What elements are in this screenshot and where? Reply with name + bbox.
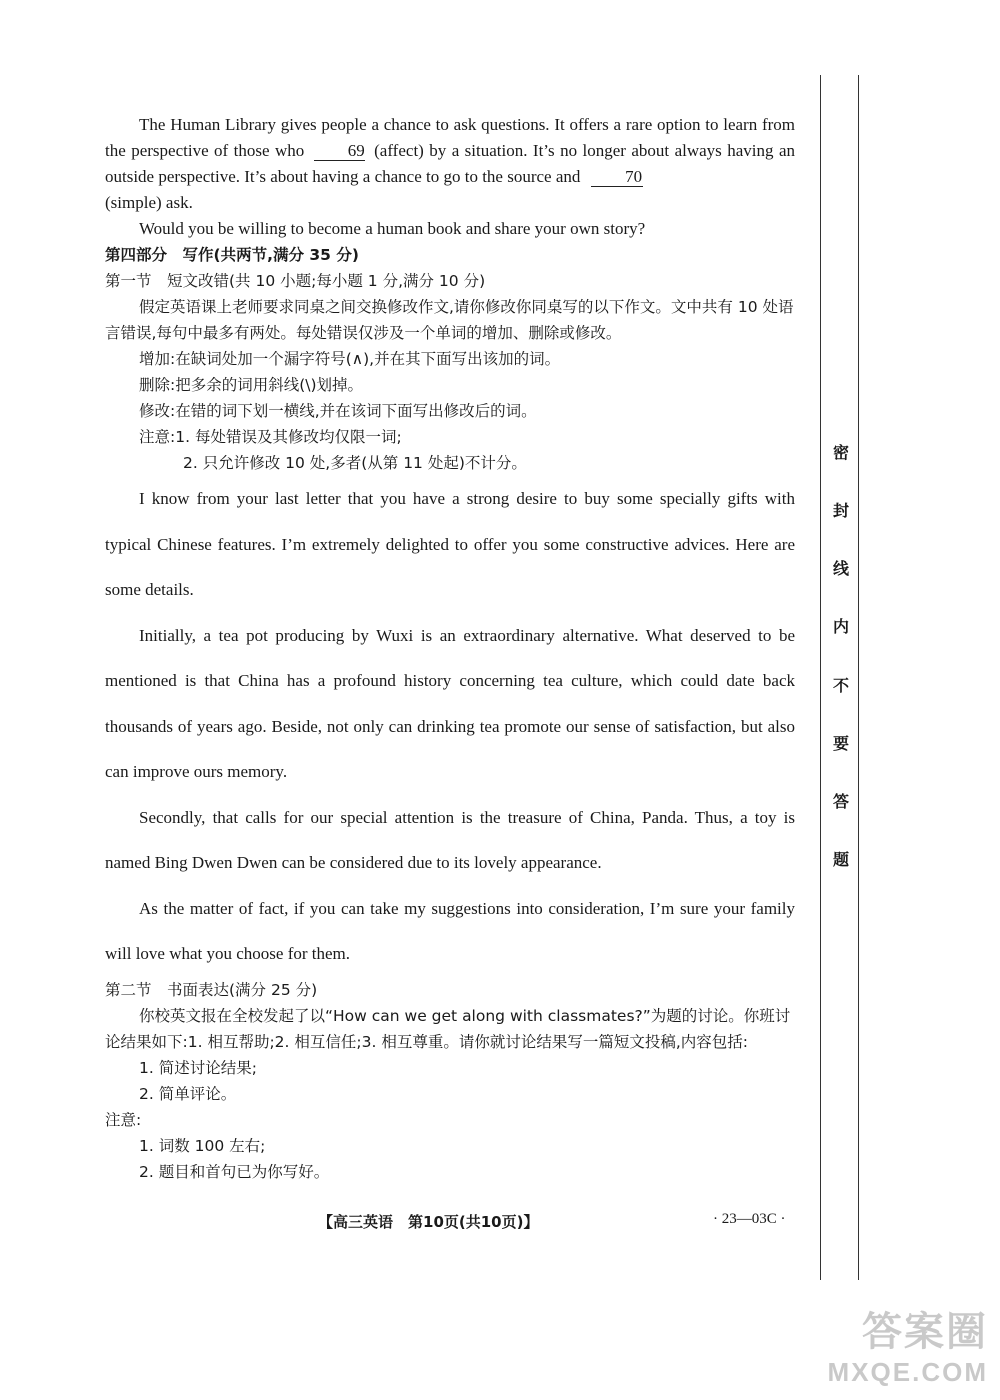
essay-to-correct bbox=[105, 476, 795, 977]
essay-paragraph-2: Initially, a tea pot producing by Wuxi is an extraordinary alternative. What deserved to be mentioned is that China has a profound history concerning tea culture, which could date back thousands of years ago. Beside, not only can drinking tea promote our sense of satisfaction, but also can improve ours memory. bbox=[105, 625, 795, 781]
seal-char: 封 bbox=[832, 501, 849, 521]
watermark bbox=[828, 1300, 988, 1388]
essay-paragraph-1: I know from your last letter that you have a strong desire to buy some specially gifts with typical Chinese features. I’m extremely delighted to offer you some constructive advices. Here are some details. bbox=[105, 489, 795, 599]
rule-delete: 删除:把多余的词用斜线(\)划掉。 bbox=[139, 376, 364, 394]
section1-instruction: 假定英语课上老师要求同桌之间交换修改作文,请你修改你同桌写的以下作文。文中共有 10 处语言错误,每句中最多有两处。每处错误仅涉及一个单词的增加、删除或修改。 bbox=[105, 298, 794, 342]
watermark-logo: 答案圈 bbox=[862, 1309, 988, 1355]
watermark-url: MXQE.COM bbox=[827, 1357, 988, 1387]
seal-char: 不 bbox=[832, 675, 849, 695]
part4-title: 第四部分 写作(共两节,满分 35 分) bbox=[105, 246, 359, 264]
section2-instruction: 你校英文报在全校发起了以“How can we get along with classmates?”为题的讨论。你班讨论结果如下:1. 相互帮助;2. 相互信任;3. 相互尊重。请你就讨论结果写一篇短文投稿,内容包括: bbox=[105, 1006, 791, 1051]
page-content bbox=[105, 112, 795, 1185]
passage-text: The Human Library gives people a chance to ask questions. It offers a rare option to learn from the perspective of those who bbox=[105, 115, 795, 160]
rule-modify: 修改:在错的词下划一横线,并在该词下面写出修改后的词。 bbox=[139, 402, 537, 420]
page-footer bbox=[0, 1211, 1000, 1237]
seal-line-left bbox=[820, 75, 821, 1280]
content-item-2: 2. 简单评论。 bbox=[139, 1084, 237, 1103]
footer-exam-code: · 23—03C · bbox=[713, 1211, 786, 1227]
rule-add: 增加:在缺词处加一个漏字符号(∧),并在其下面写出该加的词。 bbox=[139, 350, 561, 368]
note-item-1: 1. 词数 100 左右; bbox=[139, 1136, 266, 1155]
note-label: 注意: bbox=[105, 1110, 142, 1129]
essay-paragraph-3: Secondly, that calls for our special attention is the treasure of China, Panda. Thus, a toy is named Bing Dwen Dwen can be considered due to its lovely appearance. bbox=[105, 807, 795, 872]
rule-note-2: 2. 只允许修改 10 处,多者(从第 11 处起)不计分。 bbox=[183, 454, 527, 472]
passage-paragraph-1 bbox=[105, 112, 795, 216]
seal-char: 答 bbox=[832, 791, 849, 811]
section2-title: 第二节 书面表达(满分 25 分) bbox=[105, 980, 318, 999]
seal-char: 密 bbox=[832, 443, 849, 462]
answer-blank-70: 70 bbox=[591, 168, 643, 187]
answer-blank-69: 69 bbox=[314, 142, 365, 161]
passage-paragraph-2: Would you be willing to become a human book and share your own story? bbox=[139, 219, 646, 238]
rule-note-1: 注意:1. 每处错误及其修改均仅限一词; bbox=[139, 428, 402, 446]
seal-line-notice bbox=[829, 440, 853, 870]
seal-char: 线 bbox=[832, 559, 849, 579]
footer-page-info: 【高三英语 第10页(共10页)】 bbox=[318, 1213, 539, 1231]
seal-char: 要 bbox=[832, 733, 849, 753]
passage-text: (affect) by a situation. It’s no longer about always having an outside perspective. It’s about having a chance to go to the source and bbox=[105, 141, 795, 186]
passage-text: (simple) ask. bbox=[105, 193, 193, 212]
content-item-1: 1. 简述讨论结果; bbox=[139, 1058, 257, 1077]
essay-paragraph-4: As the matter of fact, if you can take my suggestions into consideration, I’m sure your family will love what you choose for them. bbox=[105, 898, 795, 963]
seal-char: 题 bbox=[832, 849, 849, 869]
seal-line-right bbox=[858, 75, 859, 1280]
section1-title: 第一节 短文改错(共 10 小题;每小题 1 分,满分 10 分) bbox=[105, 272, 486, 290]
note-item-2: 2. 题目和首句已为你写好。 bbox=[139, 1162, 330, 1181]
seal-char: 内 bbox=[832, 617, 849, 637]
